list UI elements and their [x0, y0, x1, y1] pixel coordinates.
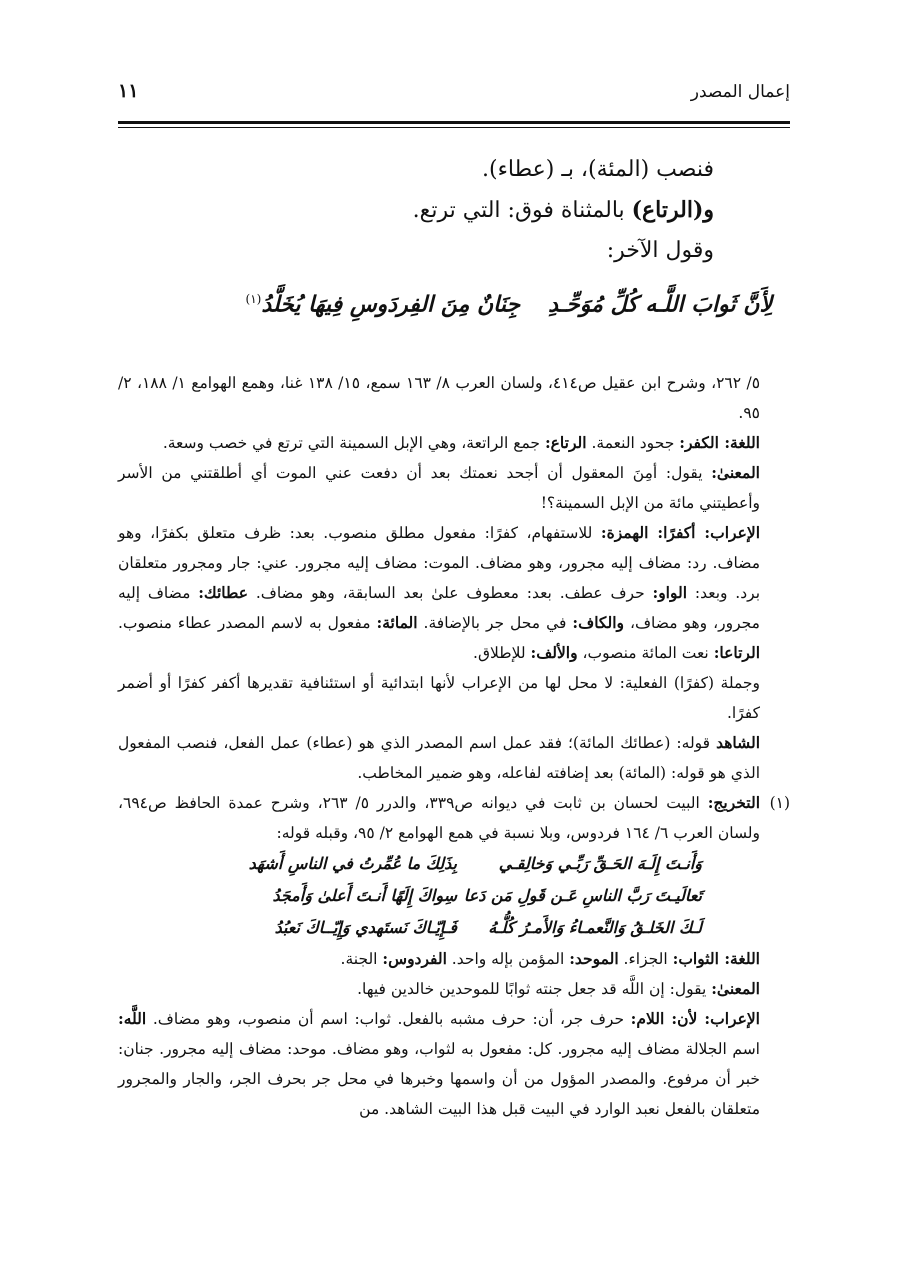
note-text: الجزاء. [618, 950, 673, 968]
verse-shahid [118, 279, 790, 324]
running-title: إعمال المصدر [690, 82, 790, 102]
poem-hemistich: سِواكَ إِلَهًا أَنـتَ أَعلىٰ وَأَمجَدُ [272, 886, 457, 905]
note-text: مضاف إليه مجرور، وهو مضاف، [118, 584, 760, 632]
verse-hemistich-2: جِنَانٌ مِنَ الفِردَوسِ فِيهَا يُخَلَّدُ [261, 291, 521, 318]
note-label: الفردوس: [382, 949, 447, 968]
note-jumla: وجملة (كفرًا) الفعلية: لا محل لها من الإعراب لأنها ابتدائية أو استئنافية تقديرها أكفر كفرًا أو أضمر كفرًا. [118, 674, 760, 722]
main-line-2-rest: بالمثناة فوق: التي ترتع. [412, 198, 632, 223]
poem-hemistich: وَأَنـتَ إِلَـهَ الحَـقِّ رَبِّـي وَخالِقـي [498, 854, 702, 873]
header-rule-thin [118, 127, 790, 128]
page-header [118, 80, 790, 112]
note-label: الإعراب: لأن: اللام: [630, 1009, 760, 1028]
note-irab-1 [118, 518, 790, 668]
note-text: في محل جر بالإضافة. [417, 614, 573, 632]
poem-line [118, 848, 702, 880]
note-text: نعت المائة منصوب، [577, 644, 714, 662]
note-text: الجنة. [340, 950, 383, 968]
note-shahid [118, 728, 790, 788]
main-line-2 [118, 190, 790, 231]
poem-hemistich: بِذَلِكَ ما عُمِّرتُ في الناسِ أَشهَد [248, 854, 457, 873]
main-line-2-term: و(الرتاع) [631, 197, 714, 223]
main-line-3: وقول الآخر: [606, 238, 714, 263]
note-label: الرتاع: [544, 433, 587, 452]
note-text: قوله: (عطائك المائة)؛ فقد عمل اسم المصدر الذي هو (عطاء) عمل الفعل، فنصب المفعول الذي هو قوله: (المائة) بعد إضافته لفاعله، وهو ضمير المخاطب. [118, 734, 760, 782]
note-label: عطائك: [198, 583, 248, 602]
note-text: البيت لحسان بن ثابت في ديوانه ص٣٣٩، والدرر ٥/ ٢٦٣، وشرح عمدة الحافظ ص٦٩٤، ولسان العرب ٦/ ١٦٤ فردوس، وبلا نسبة في همع الهوامع ٢/ ٩٥، وقبله قوله: [118, 794, 760, 842]
note-label: اللغة: الثواب: [672, 949, 760, 968]
header-rule-thick [118, 121, 790, 124]
note-lugha-2 [118, 944, 790, 974]
note-label: الواو: [652, 583, 688, 602]
poem-hemistich: لَـكَ الخَلـقُ وَالنَّعمـاءُ وَالأَمـرُ كُلُّـهُ [488, 918, 702, 937]
note-text: حرف جر، أن: حرف مشبه بالفعل. ثواب: اسم أن منصوب، وهو مضاف. [146, 1010, 631, 1028]
note-label: اللغة: الكفر: [679, 433, 760, 452]
note-text: للإطلاق. [473, 644, 531, 662]
book-page [118, 80, 790, 1230]
footnotes [118, 368, 790, 1124]
note-label: والكاف: [572, 613, 624, 632]
page-number: ١١ [118, 80, 139, 102]
note-text: اسم الجلالة مضاف إليه مجرور. كل: مفعول به لثواب، وهو مضاف. موحد: مضاف إليه مجرور. جنان: خبر أن مرفوع. والمصدر المؤول من أن واسمها وخبرها في محل جر بحرف الجر، والجار والمجرور متعلقان بالفعل نعبد الوارد في البيت قبل هذا البيت الشاهد. من [118, 1040, 760, 1118]
poem-line [118, 912, 702, 944]
note-label: الموحد: [569, 949, 619, 968]
poem-hemistich: تَعالَيـتَ رَبَّ الناسِ عَـن قَولِ مَن دَعا [463, 886, 702, 905]
note-label: والألف: [530, 643, 578, 662]
note-text: المؤمن بإله واحد. [446, 950, 570, 968]
note-label: المعنىٰ: [711, 979, 760, 998]
poem-line [118, 880, 702, 912]
note-label: الشاهد [716, 733, 760, 752]
note-lugha-1 [118, 428, 790, 458]
main-line-1: فنصب (المئة)، بـ (عطاء). [482, 157, 714, 182]
note-text: للاستفهام، كفرًا: مفعول مطلق منصوب. بعد: ظرف متعلق بكفرًا، وهو مضاف. رد: مضاف إليه مجرور، وهو مضاف. الموت: مضاف إليه مجرور. عني: جار ومجرور متعلقان برد. وبعد: [118, 524, 761, 602]
note-label: الإعراب: أكفرًا: الهمزة: [600, 523, 761, 542]
note-label: التخريج: [707, 793, 761, 812]
note-label: المعنىٰ: [711, 463, 760, 482]
verse-hemistich-1: لِأَنَّ ثَوابَ اللَّـه كُلِّ مُوَحِّـدِ [548, 291, 772, 318]
main-text [118, 150, 790, 324]
note-mana-1 [118, 458, 790, 518]
note-text: يقول: إن اللَّه قد جعل جنته ثوابًا للموحدين خالدين فيها. [357, 980, 712, 998]
note-ref-continuation: ٥/ ٢٦٢، وشرح ابن عقيل ص٤١٤، ولسان العرب ٨/ ١٦٣ سمع، ١٥/ ١٣٨ غنا، وهمع الهوامع ١/ ١٨٨، ٢/ ٩٥. [118, 374, 761, 422]
note-irab-2 [118, 1004, 790, 1124]
note-text: يقول: أمِنَ المعقول أن أجحد نعمتك بعد أن دفعت عني الموت أي أطلقتني من الأسر وأعطيتني مائة من الإبل السمينة؟! [118, 464, 760, 512]
footnote-marker: (١) [769, 794, 791, 812]
note-label: المائة: [376, 613, 418, 632]
note-text: حرف عطف. بعد: معطوف علىٰ بعد السابقة، وهو مضاف. [248, 584, 653, 602]
poem-hemistich: فَـإِيّـاكَ نَستَهدي وَإِيّــاكَ نَعبُدُ [274, 918, 457, 937]
note-text: جمع الراتعة، وهي الإبل السمينة التي ترتع في خصب وسعة. [162, 434, 545, 452]
footnote-ref: (١) [245, 292, 262, 306]
note-label: اللَّه: [118, 1009, 147, 1028]
note-mana-2 [118, 974, 790, 1004]
note-text: جحود النعمة. [586, 434, 680, 452]
note-label: الرتاعا: [713, 643, 760, 662]
note-text: مفعول به لاسم المصدر عطاء منصوب. [118, 614, 377, 632]
note-takhrij [118, 788, 790, 848]
preceding-poem [118, 848, 790, 944]
